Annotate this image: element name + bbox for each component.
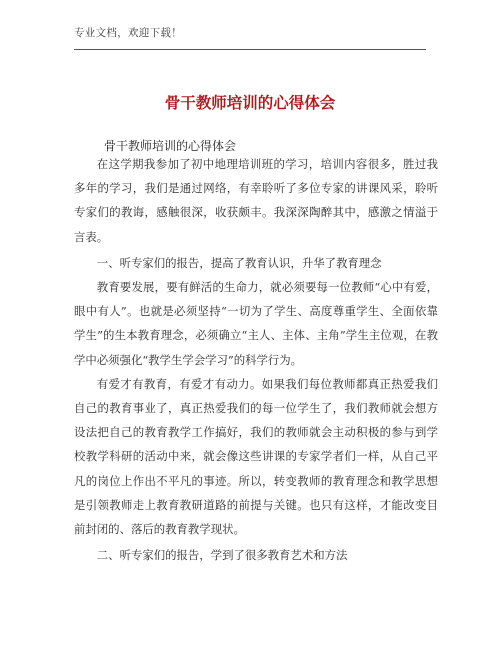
header-note: 专业文档，欢迎下载！	[74, 27, 182, 39]
document-body	[74, 152, 438, 567]
document-subtitle: 骨干教师培训的心得体会	[104, 139, 237, 153]
paragraph-intro: 在这学期我参加了初中地理培训班的学习，培训内容很多，胜过我多年的学习，我们是通过网络，有幸聆听了多位专家的讲课风采，聆听专家们的教诲，感触很深，收获颇丰。我深深陶醉其中，感激之情溢于言表。	[74, 157, 438, 244]
document-title: 骨干教师培训的心得体会	[164, 94, 336, 112]
header-divider	[74, 49, 426, 50]
paragraph-love-education: 有爱才有教育，有爱才有动力。如果我们每位教师都真正热爱我们自己的教育事业了，真正热爱我们的每一位学生了，我们教师就会想方设法把自己的教育教学工作搞好，我们的教师就会主动积极的参与到学校教学科研的活动中来，就会像这些讲课的专家学者们一样，从自己平凡的岗位上作出不平凡的事迹。所以，转变教师的教育理念和教学思想是引领教师走上教育教研道路的前提与关键。也只有这样，才能改变目前封闭的、落后的教育教学现状。	[74, 376, 438, 537]
section-heading-1: 一、听专家们的报告，提高了教育认识，升华了教育理念	[96, 255, 382, 270]
paragraph-education-development: 教育要发展，要有鲜活的生命力，就必须要每一位教师“心中有爱，眼中有人”。也就是必须坚持“一切为了学生、高度尊重学生、全面依靠学生”的生本教育理念，必须确立“主人、主体、主角”学生主位观，在教学中必须强化“教学生学会学习”的科学行为。	[74, 280, 438, 367]
section-heading-2: 二、听专家们的报告，学到了很多教育艺术和方法	[96, 548, 348, 563]
